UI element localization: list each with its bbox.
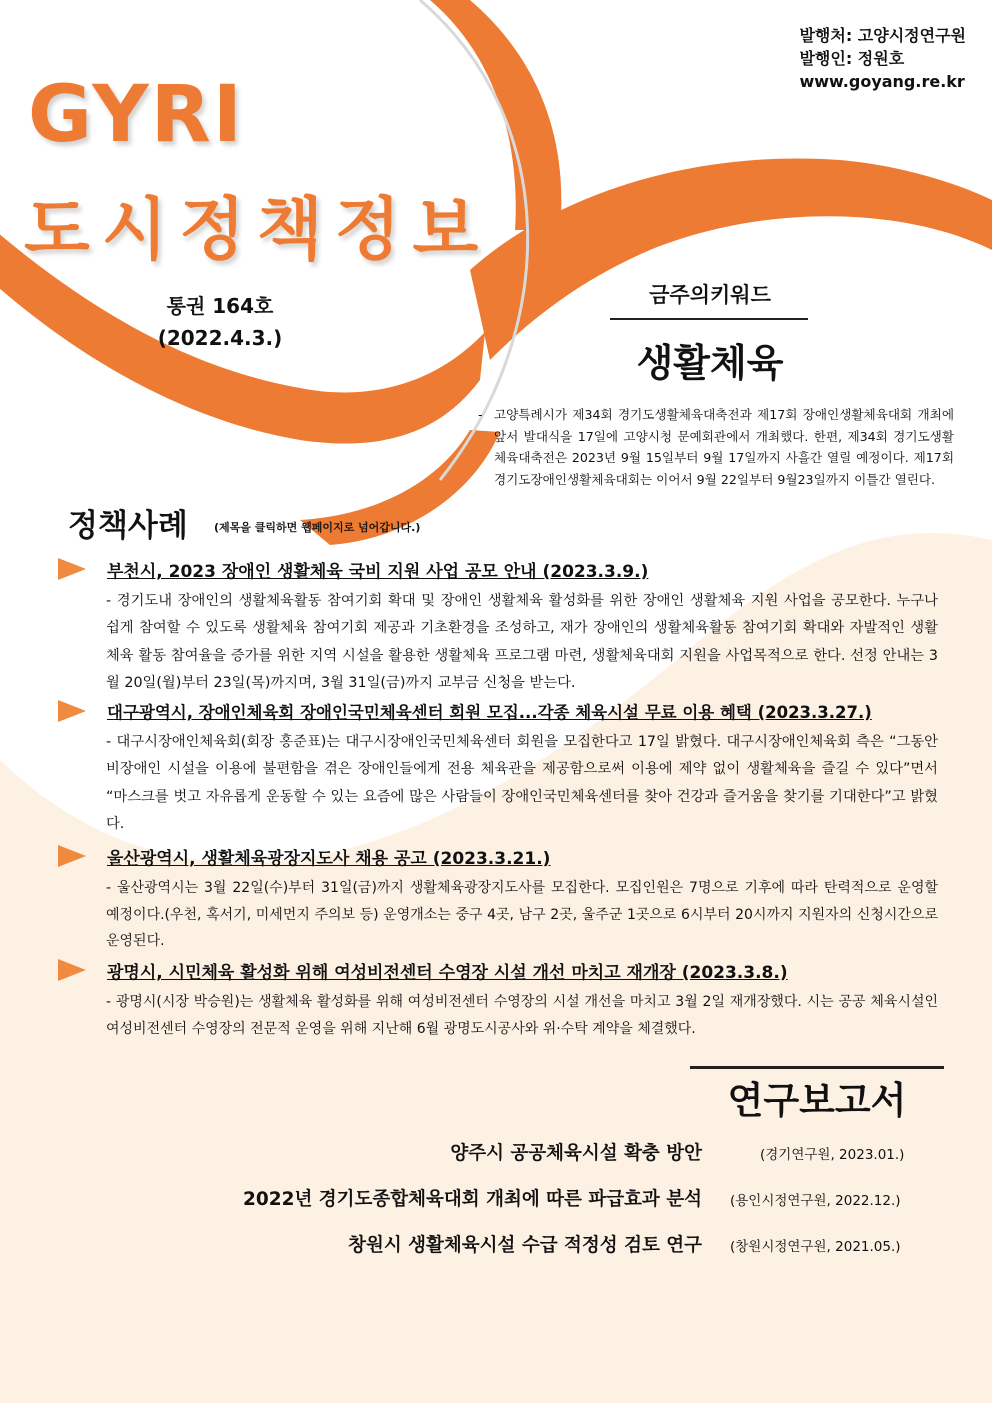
publisher-line: 발행인: 정원호 [799, 49, 905, 68]
policy-case [58, 844, 938, 955]
issue-number: 통권 164호 [166, 294, 274, 318]
report-title-link[interactable]: 2022년 경기도종합체육대회 개최에 따른 파급효과 분석 [243, 1189, 702, 1210]
keyword-label: 금주의키워드 [649, 283, 771, 307]
reports-divider [690, 1066, 944, 1069]
issue-date: (2022.4.3.) [157, 326, 283, 350]
report-source: (창원시정연구원, 2021.05.) [730, 1239, 901, 1255]
policy-case [58, 958, 938, 1042]
reports-title: 연구보고서 [727, 1079, 907, 1122]
triangle-bullet-icon [58, 700, 86, 722]
publisher-line: 발행처: 고양시정연구원 [799, 26, 966, 45]
policy-case [58, 699, 938, 839]
report-source: (경기연구원, 2023.01.) [760, 1147, 905, 1163]
triangle-bullet-icon [58, 959, 86, 981]
policy-case [58, 557, 938, 698]
policy-section-title: 정책사례 [68, 508, 188, 544]
masthead-title: 도시정책정보 [24, 191, 491, 270]
publisher-website: www.goyang.re.kr [799, 72, 965, 91]
keyword-description [478, 404, 954, 490]
keyword-word: 생활체육 [636, 341, 784, 385]
gyri-logo: GYRI [28, 70, 244, 160]
report-title-link[interactable]: 창원시 생활체육시설 수급 적정성 검토 연구 [348, 1235, 702, 1256]
policy-case-link[interactable]: 울산광역시, 생활체육광장지도사 채용 공고 (2023.3.21.) [107, 849, 551, 869]
report-source: (용인시정연구원, 2022.12.) [730, 1193, 901, 1209]
policy-case-body: - 울산광역시는 3월 22일(수)부터 31일(금)까지 생활체육광장지도사를 모집한다. 모집인원은 7명으로 기후에 따라 탄력적으로 운영할 예정이다.(우천, 혹서기, 미세먼지 주의보 등) 운영개소는 중구 4곳, 남구 2곳, 울주군 1곳으로 6시부터 20시까지 지원자의 신청시간으로 운영된다. [106, 880, 938, 949]
keyword-divider [610, 318, 808, 320]
policy-case-link[interactable]: 광명시, 시민체육 활성화 위해 여성비전센터 수영장 시설 개선 마치고 재개장 (2023.3.8.) [107, 963, 788, 983]
policy-case-body: - 경기도내 장애인의 생활체육활동 참여기회 확대 및 장애인 생활체육 활성화를 위한 장애인 생활체육 지원 사업을 공모한다. 누구나 쉽게 참여할 수 있도록 생활체육 참여기회 제공과 기초환경을 조성하고, 재가 장애인의 생활체육활동 참여기회 확대와 자발적인 생활체육 활동 참여율을 증가를 위한 지역 시설을 활용한 생활체육 프로그램 마련, 생활체육대회 지원을 사업목적으로 한다. 선정 안내는 3월 20일(월)부터 23일(목)까지며, 3월 31일(금)까지 교부금 신청을 받는다. [106, 593, 938, 692]
policy-section-note: (제목을 클릭하면 웹페이지로 넘어갑니다.) [214, 521, 421, 534]
policy-case-link[interactable]: 부천시, 2023 장애인 생활체육 국비 지원 사업 공모 안내 (2023.3.9.) [107, 562, 649, 582]
publisher-info [799, 24, 966, 93]
triangle-bullet-icon [58, 845, 86, 867]
policy-case-link[interactable]: 대구광역시, 장애인체육회 장애인국민체육센터 회원 모집...각종 체육시설 무료 이용 혜택 (2023.3.27.) [107, 703, 872, 722]
keyword-dash: - [478, 407, 483, 422]
policy-case-body: - 대구시장애인체육회(회장 홍준표)는 대구시장애인국민체육센터 회원을 모집한다고 17일 밝혔다. 대구시장애인체육회 측은 “그동안 비장애인 시설을 이용에 불편함을 겪은 장애인들에게 전용 체육관을 제공함으로써 이용에 제약 없이 생활체육을 즐길 수 있다”면서 “마스크를 벗고 자유롭게 운동할 수 있는 요즘에 많은 사람들이 장애인국민체육센터를 찾아 건강과 즐거움을 찾기를 기대한다”고 밝혔다. [106, 734, 938, 833]
triangle-bullet-icon [58, 558, 86, 580]
report-title-link[interactable]: 양주시 공공체육시설 확충 방안 [450, 1143, 702, 1164]
keyword-text: 고양특례시가 제34회 경기도생활체육대축전과 제17회 장애인생활체육대회 개최에 앞서 발대식을 17일에 고양시청 문예회관에서 개최했다. 한편, 제34회 경기도생활체육대축전은 2023년 9월 15일부터 9월 17일까지 사흘간 열릴 예정이다. 제17회 경기도장애인생활체육대회는 이어서 9월 22일부터 9월23일까지 이틀간 열린다. [494, 407, 954, 487]
policy-case-body: - 광명시(시장 박승원)는 생활체육 활성화를 위해 여성비전센터 수영장의 시설 개선을 마치고 3월 2일 재개장했다. 시는 공공 체육시설인 여성비전센터 수영장의 전문적 운영을 위해 지난해 6월 광명도시공사와 위·수탁 계약을 체결했다. [106, 994, 938, 1037]
